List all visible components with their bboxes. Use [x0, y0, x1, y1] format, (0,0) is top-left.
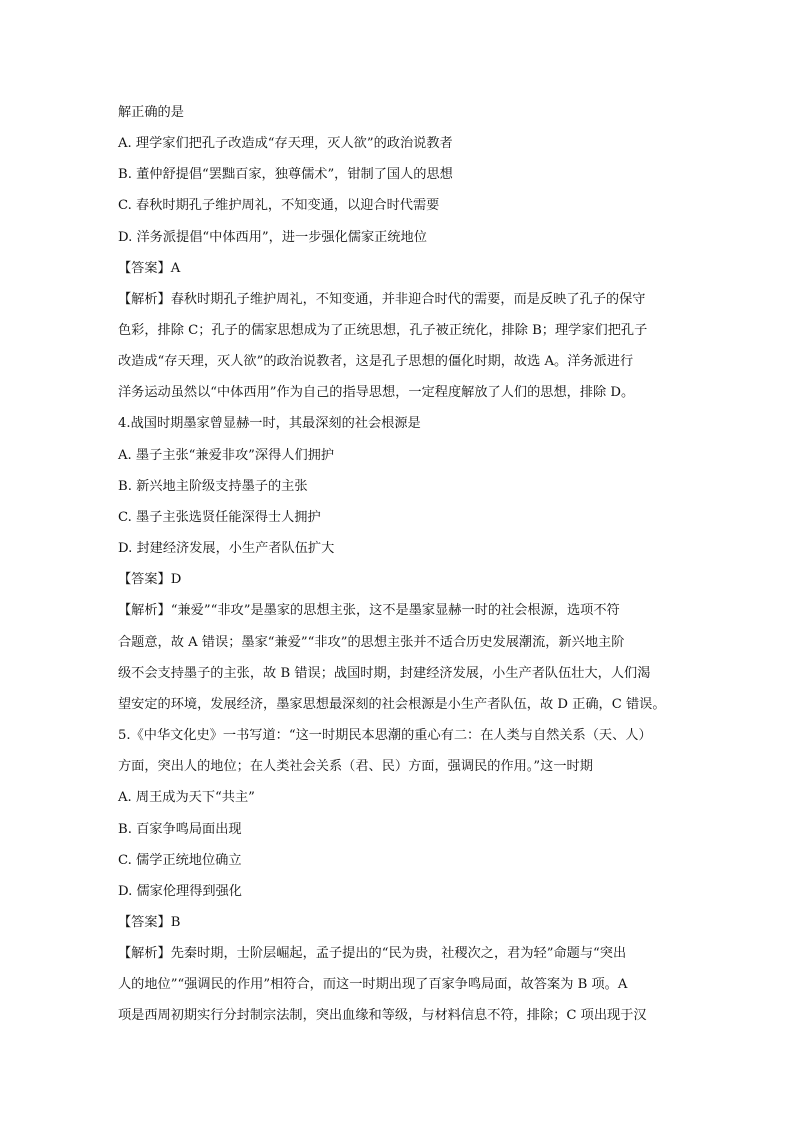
q4-option-d: D. 封建经济发展，小生产者队伍扩大 [118, 541, 335, 556]
q4-analysis-line: 【解析】“兼爱”“非攻”是墨家的思想主张，这不是墨家显赫一时的社会根源，选项不符 [118, 603, 620, 618]
q5-option-a: A. 周王成为天下“共主” [118, 790, 255, 805]
q5-option-c: C. 儒学正统地位确立 [118, 853, 242, 868]
q5-analysis-line: 项是西周初期实行分封制宗法制，突出血缘和等级，与材料信息不符，排除；C 项出现于汉 [118, 1008, 647, 1023]
q3-option-c: C. 春秋时期孔子维护周礼，不知变通，以迎合时代需要 [118, 198, 440, 213]
q5-option-b: B. 百家争鸣局面出现 [118, 822, 242, 837]
q3-option-d: D. 洋务派提倡“中体西用”，进一步强化儒家正统地位 [118, 230, 427, 245]
q4-option-b: B. 新兴地主阶级支持墨子的主张 [118, 479, 308, 494]
q3-option-a: A. 理学家们把孔子改造成“存天理，灭人欲”的政治说教者 [118, 136, 453, 151]
q5-stem: 方面，突出人的地位；在人类社会关系（君、民）方面，强调民的作用。”这一时期 [118, 759, 593, 774]
q3-analysis-line: 【解析】春秋时期孔子维护周礼，不知变通，并非迎合时代的需要，而是反映了孔子的保守 [118, 292, 646, 307]
q3-analysis-line: 色彩，排除 C；孔子的儒家思想成为了正统思想，孔子被正统化，排除 B；理学家们把孔子 [118, 323, 648, 338]
q4-stem: 4.战国时期墨家曾显赫一时，其最深刻的社会根源是 [118, 416, 421, 431]
q4-option-a: A. 墨子主张“兼爱非攻”深得人们拥护 [118, 448, 335, 463]
q3-answer: 【答案】A [118, 261, 181, 276]
question-stem-tail: 解正确的是 [118, 105, 184, 120]
q3-analysis-line: 改造成“存天理，灭人欲”的政治说教者，这是孔子思想的僵化时期，故选 A。洋务派进行 [118, 354, 634, 369]
q5-stem: 5.《中华文化史》一书写道：“这一时期民本思潮的重心有二：在人类与自然关系（天、人） [118, 728, 652, 743]
q4-option-c: C. 墨子主张选贤任能深得士人拥护 [118, 510, 321, 525]
q4-analysis-line: 望安定的环境，发展经济，墨家思想最深刻的社会根源是小生产者队伍，故 D 正确，C 错误。 [118, 697, 666, 712]
q4-analysis-line: 合题意，故 A 错误；墨家“兼爱”“非攻”的思想主张并不适合历史发展潮流，新兴地主阶 [118, 635, 625, 650]
q3-option-b: B. 董仲舒提倡“罢黜百家，独尊儒术”，钳制了国人的思想 [118, 167, 453, 182]
q3-analysis-line: 洋务运动虽然以“中体西用”作为自己的指导思想，一定程度解放了人们的思想，排除 D。 [118, 385, 635, 400]
q4-answer: 【答案】D [118, 572, 182, 587]
q5-analysis-line: 【解析】先秦时期，士阶层崛起，孟子提出的“民为贵，社稷次之，君为轻”命题与“突出 [118, 946, 627, 961]
q5-option-d: D. 儒家伦理得到强化 [118, 884, 242, 899]
q5-answer: 【答案】B [118, 915, 181, 930]
q4-analysis-line: 级不会支持墨子的主张，故 B 错误；战国时期，封建经济发展，小生产者队伍壮大，人们渴 [118, 666, 651, 681]
q5-analysis-line: 人的地位”“强调民的作用”相符合，而这一时期出现了百家争鸣局面，故答案为 B 项。A [118, 977, 628, 992]
